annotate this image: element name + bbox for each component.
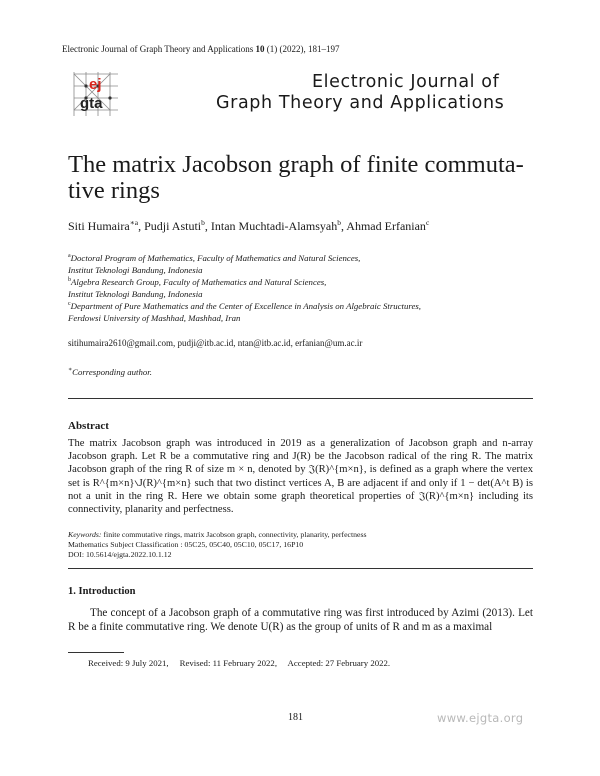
intro-text: The concept of a Jacobson graph of a commutative ring was first introduced by Azimi (2013). Let R be a finite commutative ring. We denote U(R) as the group of units of R and m as a maximal (68, 607, 533, 634)
author-affil-mark: ∗a (129, 218, 139, 227)
keywords (68, 530, 533, 540)
introduction-paragraph (68, 606, 533, 635)
affiliation-line: Institut Teknologi Bandung, Indonesia (68, 288, 203, 299)
divider (68, 398, 533, 399)
author-affil-mark: c (425, 218, 430, 227)
affiliation (68, 274, 538, 300)
keywords-text: finite commutative rings, matrix Jacobson graph, connectivity, planarity, perfectness (103, 530, 367, 539)
abstract-body (68, 437, 533, 516)
keywords-label: Keywords: (68, 530, 102, 539)
abstract-text: The matrix Jacobson graph was introduced in 2019 as a generalization of Jacobson graph and n-array Jacobson graph. Let R be a commutative ring and J(R) be the Jacobson radical of the ring R. The matrix Jacobson graph of the ring R of size m × n, denoted by 𝔍(R)^{m×n}, is defined as a graph where the vertex set is R^{m×n}∖J(R)^{m×n} such that two distinct vertices A, B are adjacent if and only if 1 − det(A^t B) is not a unit in the ring R. Here we obtain some graph theoretical properties of 𝔍(R)^{m×n} including its connectivity, planarity and perfectness. (68, 438, 533, 516)
msc-classification: Mathematics Subject Classification : 05C25, 05C40, 05C10, 05C17, 16P10 (68, 540, 304, 549)
affiliation-line: Department of Pure Mathematics and the Center of Excellence in Analysis on Algebraic Structures, (70, 300, 422, 311)
doi: DOI: 10.5614/ejgta.2022.10.1.12 (68, 550, 172, 559)
running-head (62, 44, 340, 54)
paper-title (68, 152, 538, 204)
affiliation-line: Algebra Research Group, Faculty of Mathematics and Natural Sciences, (71, 276, 327, 287)
author-name: Intan Muchtadi-Alamsyah (210, 219, 338, 233)
journal-name-line1: Electronic Journal of (312, 72, 500, 92)
page-number: 181 (288, 712, 303, 723)
affiliation-line: Ferdowsi University of Mashhad, Mashhad, Iran (68, 312, 241, 323)
section-heading: 1. Introduction (68, 586, 136, 597)
affiliation (68, 298, 538, 324)
author-emails (68, 338, 362, 348)
abstract-heading: Abstract (68, 420, 109, 432)
corresponding-text: Corresponding author. (72, 366, 152, 377)
affiliation-mark: c (68, 301, 71, 307)
paper-title-text: The matrix Jacobson graph of finite commuta-tive rings (68, 151, 524, 204)
footnote-rule (68, 652, 124, 653)
received-dates: Received: 9 July 2021, Revised: 11 February 2022, Accepted: 27 February 2022. (88, 658, 391, 668)
author-name: Pudji Astuti (144, 219, 202, 233)
affiliation-mark: b (68, 277, 71, 283)
journal-url: www.ejgta.org (437, 711, 524, 725)
corresponding-author-note (68, 366, 152, 377)
affiliation (68, 250, 538, 276)
journal-running-title: Electronic Journal of Graph Theory and Applications (62, 44, 254, 54)
journal-name (216, 72, 516, 114)
ejgta-logo (72, 70, 120, 118)
svg-text:gta: gta (80, 95, 103, 112)
journal-name-line2: Graph Theory and Applications (216, 93, 505, 113)
author-name: Siti Humaira (68, 219, 130, 233)
corresponding-mark: ∗ (68, 367, 73, 373)
journal-issue-pages: (1) (2022), 181–197 (266, 44, 340, 54)
affiliation-mark: a (68, 253, 71, 259)
author-affil-mark: b (201, 218, 205, 227)
journal-volume: 10 (255, 44, 265, 54)
affiliation-line: Institut Teknologi Bandung, Indonesia (68, 264, 203, 275)
svg-text:ej: ej (89, 76, 102, 93)
divider (68, 568, 533, 569)
author-list: Siti Humaira$^{∗a}$, Pudji Astuti$^b$, Intan Muchtadi-Alamsyah$^b$, Ahmad Erfanian$^c$ (68, 218, 430, 233)
affiliation-line: Doctoral Program of Mathematics, Faculty of Mathematics and Natural Sciences, (70, 252, 361, 263)
author-affil-mark: b (337, 218, 341, 227)
email-list: sitihumaira2610@gmail.com, pudji@itb.ac.id, ntan@itb.ac.id, erfanian@um.ac.ir (68, 338, 363, 348)
author-name: Ahmad Erfanian (346, 219, 426, 233)
